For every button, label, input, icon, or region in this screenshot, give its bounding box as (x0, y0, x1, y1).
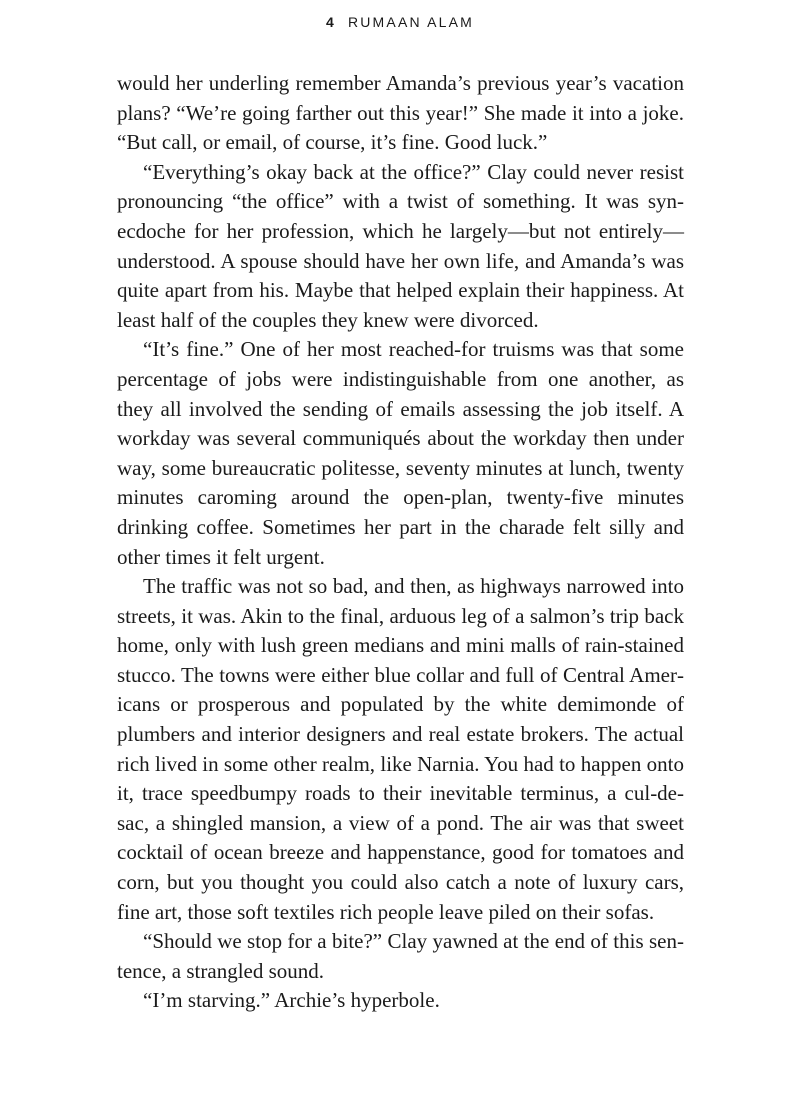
paragraph-4: The traffic was not so bad, and then, as highways narrowed into streets, it was. Akin to the final, arduous leg of a salmon’s trip back home, only with lush green medians and mini malls of rain-stained stucco. The towns were either blue collar and full of Central Americans or prosperous and populated by the white demimonde of plumbers and interior designers and real estate brokers. The actual rich lived in some other realm, like Narnia. You had to happen onto it, trace speedbumpy roads to their inevitable terminus, a cul-de-sac, a shingled mansion, a view of a pond. The air was that sweet cocktail of ocean breeze and happenstance, good for tomatoes and corn, but you thought you could also catch a note of luxury cars, fine art, those soft textiles rich people leave piled on their sofas. (117, 574, 684, 924)
body-text (117, 69, 684, 1016)
paragraph-2: “Everything’s okay back at the office?” Clay could never resist pronouncing “the office” with a twist of something. It was synecdoche for her profession, which he largely—but not entirely—understood. A spouse should have her own life, and Amanda’s was quite apart from his. Maybe that helped explain their happiness. At least half of the couples they knew were divorced. (117, 159, 684, 332)
paragraph-1: would her underling remember Amanda’s previous year’s vacation plans? “We’re going farther out this year!” She made it into a joke. “But call, or email, of course, it’s fine. Good luck.” (117, 71, 684, 155)
paragraph-3: “It’s fine.” One of her most reached-for truisms was that some percentage of jobs were indistinguishable from one another, as they all involved the sending of emails assessing the job itself. A workday was several communiqués about the workday then under way, some bureaucratic politesse, seventy minutes at lunch, twenty minutes caroming around the open-plan, twenty-five minutes drinking coffee. Sometimes her part in the charade felt silly and other times it felt urgent. (117, 337, 684, 569)
paragraph-5: “Should we stop for a bite?” Clay yawned at the end of this sentence, a strangled sound. (117, 929, 684, 983)
page-number: 4 (325, 14, 336, 30)
running-head (0, 14, 800, 30)
paragraph-6: “I’m starving.” Archie’s hyperbole. (143, 988, 440, 1013)
author-name: RUMAAN ALAM (347, 14, 475, 30)
